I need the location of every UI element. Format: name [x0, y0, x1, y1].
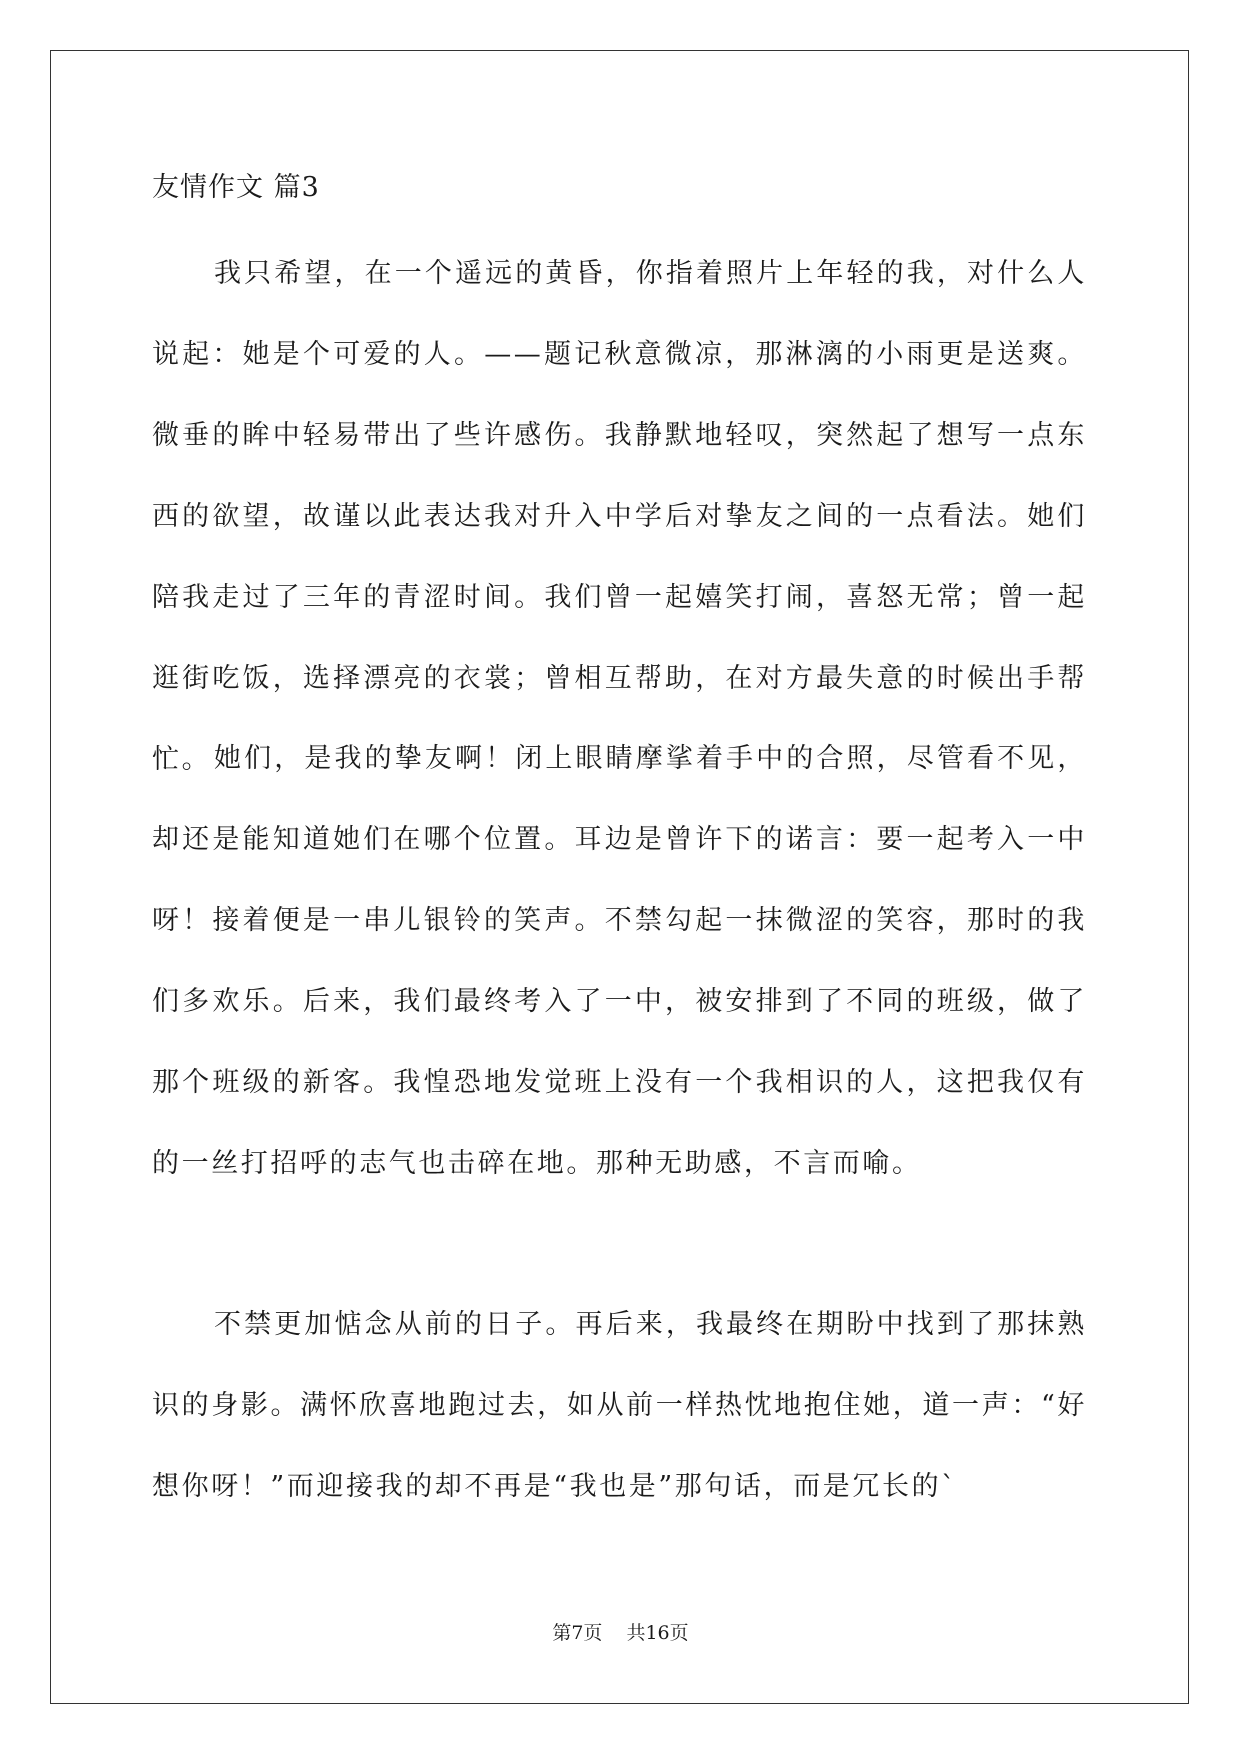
paragraph-2: 她们，是我的挚友啊！闭上眼睛摩挲着手中的合照，尽管看不见，却还是能知道她们在哪个位置。耳边是曾许下的诺言：要一起考入一中呀！接着便是一串儿银铃的笑声。不禁勾起一抹微涩的笑容，那时的我们多欢乐。后来，我们最终考入了一中，被安排到了不同的班级，做了那个班级的新客。我惶恐地发觉班上没有一个我相识的人，这把我仅有的一丝打招呼的志气也击碎在地。那种无助感，不言而喻。	[152, 743, 1087, 1179]
paragraph-3: 不禁更加惦念从前的日子。再后来，我最终在期盼中找到了那抹熟识的身影。满怀欣喜地跑过去，如从前一样热忱地抱住她，道一声：“好想你呀！”而迎接我的却不再是“我也是”那句话，而是冗长的`	[152, 1309, 1087, 1502]
page-footer	[0, 1620, 1241, 1646]
page-number: 第7页	[552, 1622, 603, 1644]
document-title: 友情作文 篇3	[152, 172, 320, 203]
page-total: 共16页	[626, 1622, 689, 1644]
paragraph-1: 我只希望，在一个遥远的黄昏，你指着照片上年轻的我，对什么人说起：她是个可爱的人。——题记秋意微凉，那淋漓的小雨更是送爽。微垂的眸中轻易带出了些许感伤。我静默地轻叹，突然起了想写一点东西的欲望，故谨以此表达我对升入中学后对挚友之间的一点看法。她们陪我走过了三年的青涩时间。我们曾一起嬉笑打闹，喜怒无常；曾一起逛街吃饭，选择漂亮的衣裳；曾相互帮助，在对方最失意的时候出手帮忙。	[152, 258, 1087, 775]
